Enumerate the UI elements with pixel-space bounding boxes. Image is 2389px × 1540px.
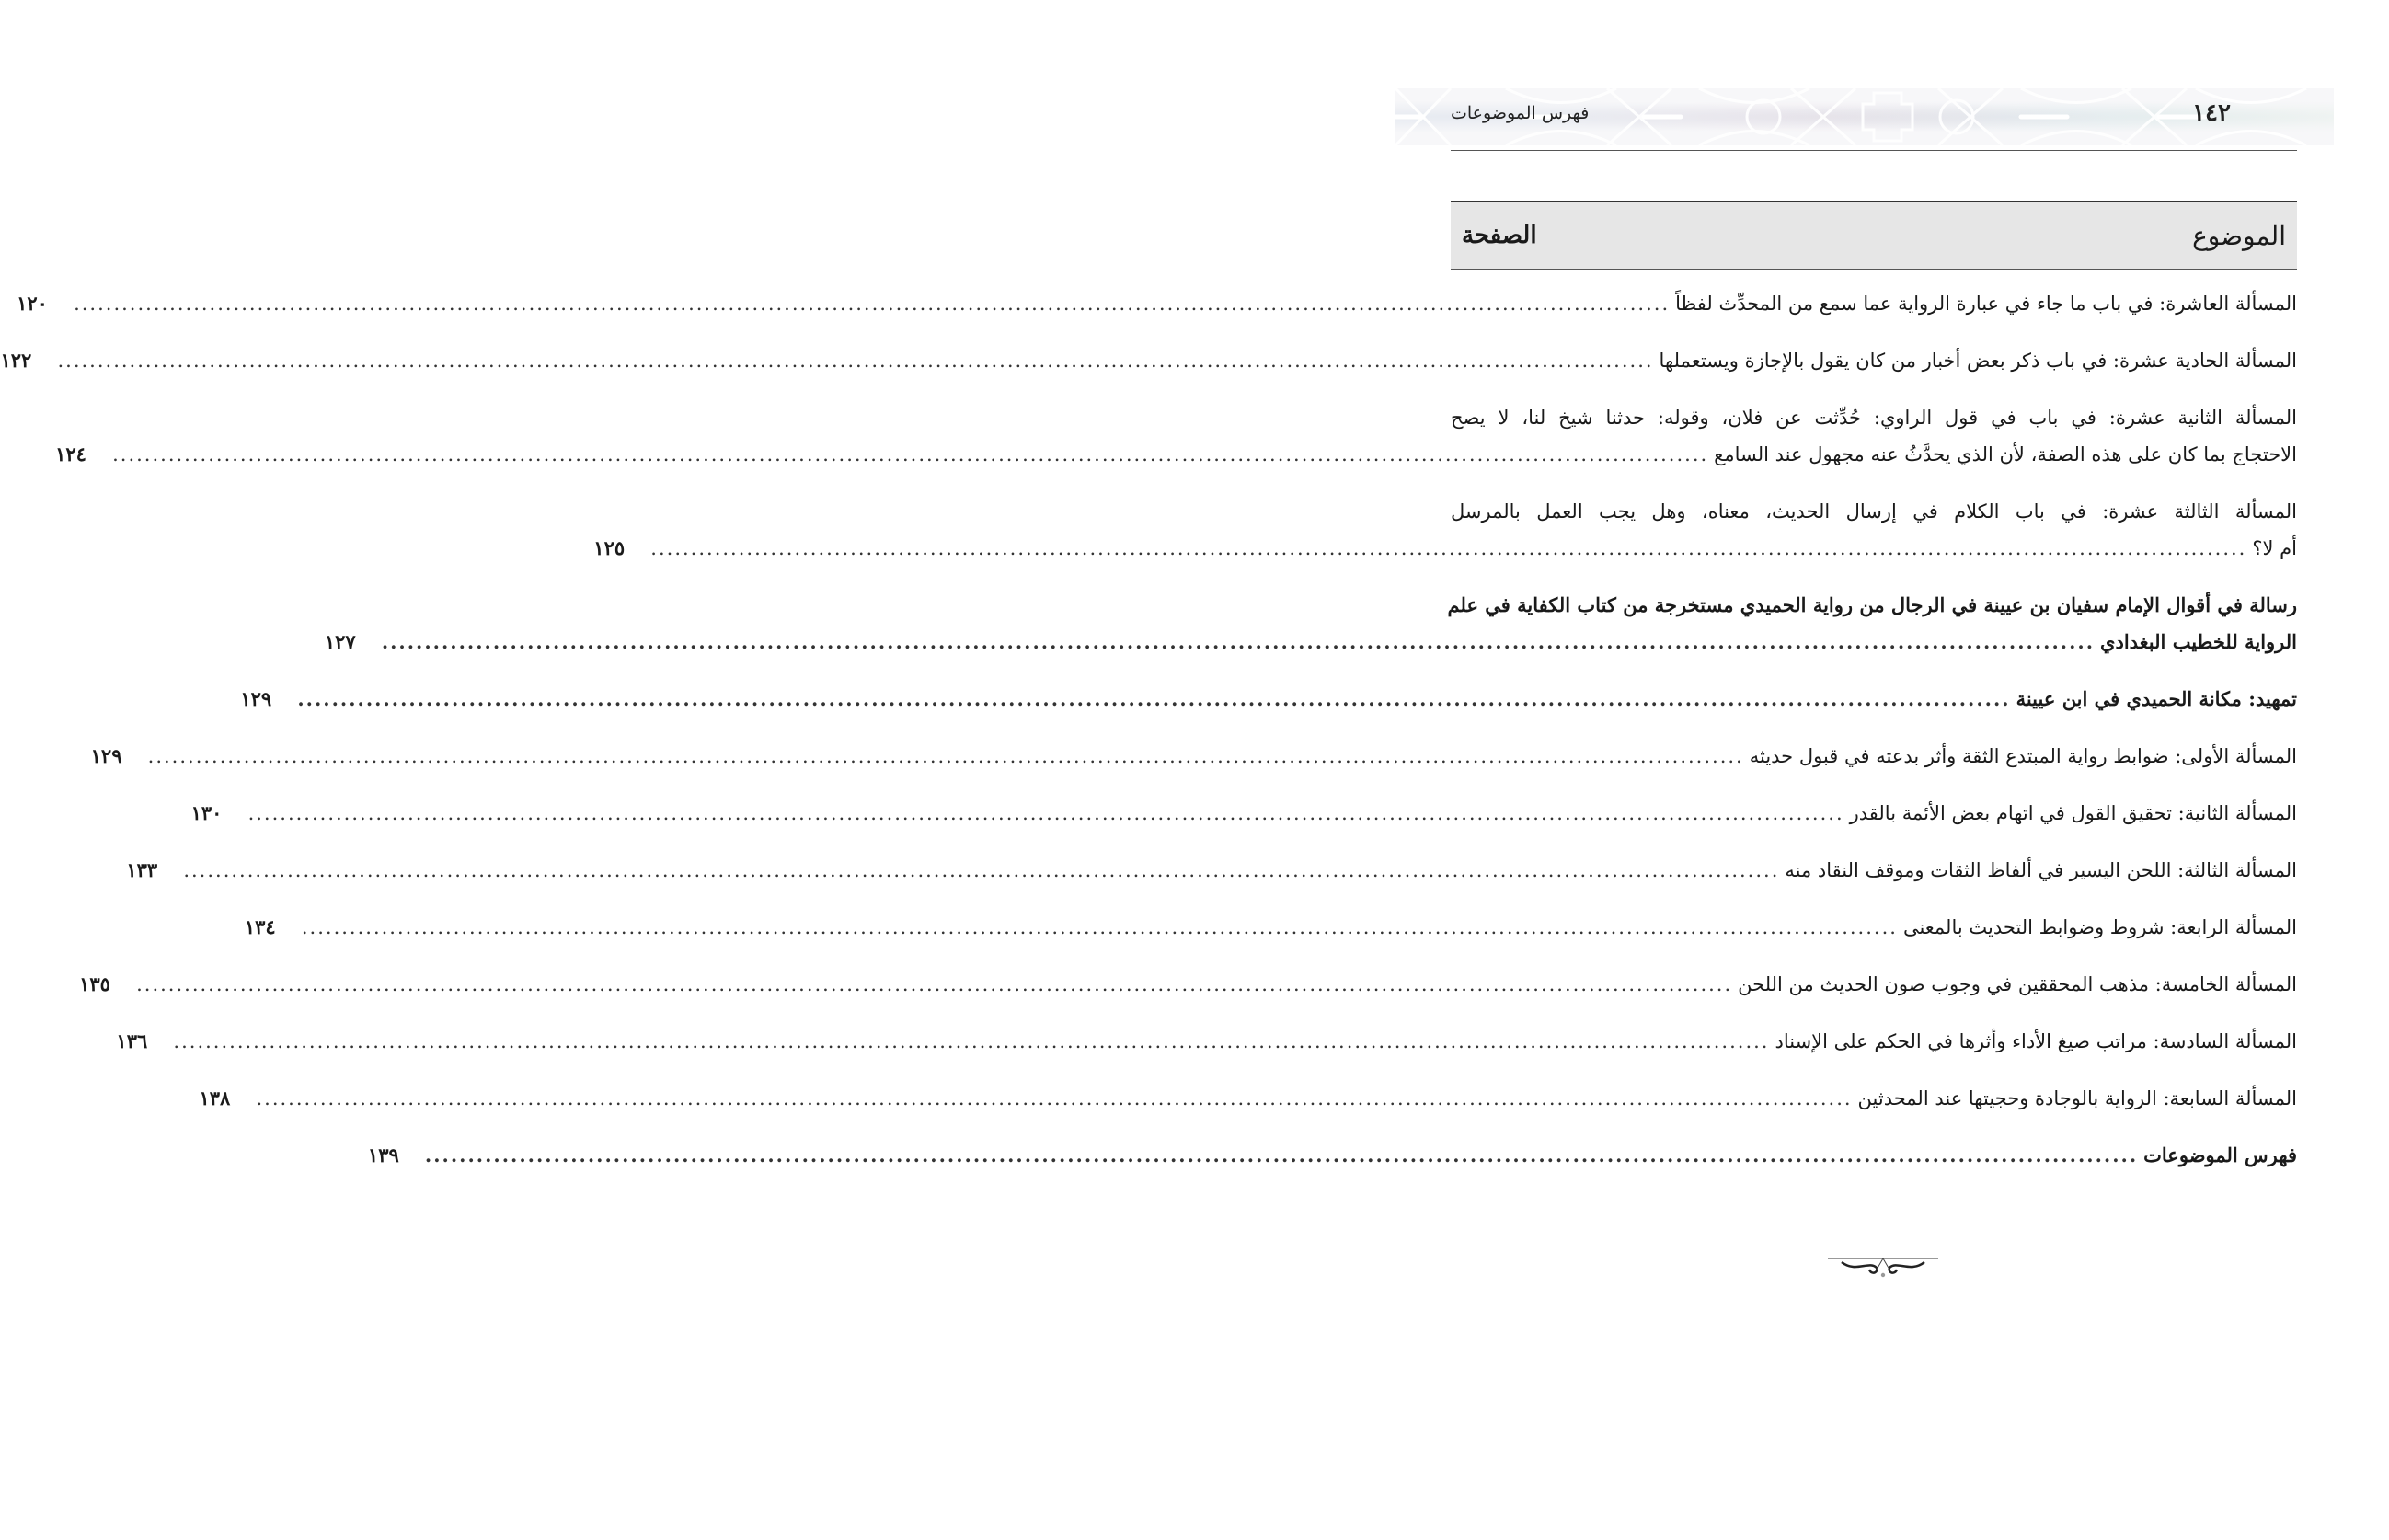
toc-entry[interactable]: [90, 738, 2297, 775]
toc-entry-line: [116, 1023, 2297, 1060]
toc-entry-line: [79, 966, 2297, 1003]
toc-entry[interactable]: [126, 852, 2297, 889]
toc-entry[interactable]: [367, 1137, 2297, 1174]
dot-leader: ........................................................................................................................................................................................................: [247, 802, 1844, 824]
toc-entry-line: [90, 738, 2297, 775]
column-header-page: الصفحة: [1462, 222, 1537, 249]
dot-leader: ........................................................................................................................................................................................................: [74, 293, 1671, 315]
toc-entry-page-number: ١٢٥: [593, 536, 626, 559]
toc-entry-title: أم لا؟: [2252, 537, 2297, 559]
dot-leader: ........................................................................................................................................................................................................: [57, 350, 1654, 372]
toc-entry-page-number: ١٣٦: [116, 1029, 148, 1052]
toc-entry-line: [367, 1137, 2297, 1174]
toc-entry-title: المسألة الثالثة عشرة: في باب الكلام في إرسال الحديث، معناه، وهل يجب العمل بالمرسل: [1451, 500, 2297, 523]
toc-entry-title: المسألة العاشرة: في باب ما جاء في عبارة الرواية عما سمع من المحدِّث لفظاً: [1675, 293, 2297, 315]
toc-entry[interactable]: [324, 587, 2297, 661]
dot-leader: ........................................................................................................................................................................................................: [650, 537, 2247, 559]
page-number: ١٤٢: [2192, 99, 2231, 127]
toc-entry-line: [55, 436, 2297, 473]
toc-entry[interactable]: [55, 399, 2297, 473]
toc-entry-page-number: ١٢٩: [90, 744, 122, 767]
toc-entry-title: تمهيد: مكانة الحميدي في ابن عيينة: [2016, 687, 2297, 710]
running-header-title: فهرس الموضوعات: [1451, 103, 1590, 123]
toc-entry-page-number: ١٢٧: [324, 630, 356, 653]
dot-leader: ........................................................................................................................................................................................................: [381, 630, 2096, 653]
toc-entry-line: [593, 530, 2297, 567]
toc-entry-line: [199, 1080, 2297, 1117]
toc-entry[interactable]: [240, 681, 2297, 718]
toc-entry-page-number: ١٢٠: [17, 292, 48, 315]
toc-entry-title: الرواية للخطيب البغدادي: [2100, 630, 2297, 653]
toc-entry[interactable]: [79, 966, 2297, 1003]
toc-entry-title: رسالة في أقوال الإمام سفيان بن عيينة في الرجال من رواية الحميدي مستخرجة من كتاب الكفاية في علم: [1447, 593, 2297, 616]
toc-entry-page-number: ١٣٨: [199, 1086, 231, 1109]
toc-entry[interactable]: [17, 285, 2297, 322]
toc-entry-line: [1447, 587, 2297, 624]
toc-entry-title: المسألة الثانية: تحقيق القول في اتهام بعض الأئمة بالقدر: [1849, 802, 2297, 824]
toc-entry-title: المسألة الأولى: ضوابط رواية المبتدع الثقة وأثر بدعته في قبول حديثه: [1749, 745, 2297, 767]
toc-entry-line: [1451, 399, 2297, 436]
toc-entry-line: [17, 285, 2297, 322]
toc-entry[interactable]: [0, 342, 2297, 379]
toc-entry[interactable]: [116, 1023, 2297, 1060]
dot-leader: ........................................................................................................................................................................................................: [301, 916, 1898, 938]
dot-leader: ........................................................................................................................................................................................................: [256, 1087, 1853, 1109]
header-rule: [1451, 150, 2297, 151]
dot-leader: ........................................................................................................................................................................................................: [112, 443, 1709, 465]
toc-entry-line: [244, 909, 2297, 946]
dot-leader: ........................................................................................................................................................................................................: [183, 859, 1780, 881]
toc-entry-page-number: ١٣٠: [190, 801, 223, 824]
toc-entry[interactable]: [190, 795, 2297, 832]
toc-entry[interactable]: [593, 493, 2297, 567]
toc-entry-page-number: ١٣٩: [367, 1144, 399, 1166]
toc-entry-title: المسألة السادسة: مراتب صيغ الأداء وأثرها في الحكم على الإسناد: [1775, 1030, 2297, 1052]
toc-entry-page-number: ١٣٥: [79, 972, 110, 995]
dot-leader: ........................................................................................................................................................................................................: [424, 1144, 2139, 1166]
dot-leader: ........................................................................................................................................................................................................: [297, 687, 2011, 710]
toc-entry-line: [1451, 493, 2297, 530]
toc-entry-title: المسألة الخامسة: مذهب المحققين في وجوب صون الحديث من اللحن: [1738, 973, 2297, 995]
toc-entry-title: المسألة الثانية عشرة: في باب في قول الراوي: حُدِّثت عن فلان، وقوله: حدثنا شيخ لنا، لا يصح: [1451, 407, 2297, 429]
toc-entry[interactable]: [199, 1080, 2297, 1117]
dot-leader: ........................................................................................................................................................................................................: [136, 973, 1733, 995]
toc-entry-title: الاحتجاج بما كان على هذه الصفة، لأن الذي يحدَّثُ عنه مجهول عند السامع: [1714, 443, 2297, 465]
toc-entry-title: المسألة الرابعة: شروط وضوابط التحديث بالمعنى: [1902, 916, 2297, 938]
toc-table-header: [1451, 201, 2297, 270]
toc-entry-title: المسألة الثالثة: اللحن اليسير في ألفاظ الثقات وموقف النقاد منه: [1785, 859, 2297, 881]
toc-entry-page-number: ١٣٤: [244, 915, 276, 938]
toc-entry-title: المسألة السابعة: الرواية بالوجادة وحجيتها عند المحدثين: [1857, 1087, 2297, 1109]
toc-entry-line: [0, 342, 2297, 379]
section-end-ornament-icon: [1823, 1253, 1943, 1281]
running-header: [1395, 88, 2334, 145]
column-header-topic: الموضوع: [2192, 220, 2286, 251]
toc-entry-line: [126, 852, 2297, 889]
toc-entry-page-number: ١٢٢: [0, 349, 32, 372]
toc-entry-page-number: ١٢٤: [55, 442, 86, 465]
toc-entry-page-number: ١٢٩: [240, 687, 272, 710]
toc-entry-title: المسألة الحادية عشرة: في باب ذكر بعض أخبار من كان يقول بالإجازة ويستعملها: [1659, 350, 2297, 372]
toc-entry-line: [190, 795, 2297, 832]
toc-entry-title: فهرس الموضوعات: [2143, 1144, 2297, 1166]
toc-list: [0, 285, 2297, 1194]
toc-entry[interactable]: [244, 909, 2297, 946]
toc-entry-line: [324, 624, 2297, 661]
dot-leader: ........................................................................................................................................................................................................: [173, 1030, 1770, 1052]
dot-leader: ........................................................................................................................................................................................................: [147, 745, 1744, 767]
toc-entry-page-number: ١٣٣: [126, 858, 158, 881]
toc-entry-line: [240, 681, 2297, 718]
